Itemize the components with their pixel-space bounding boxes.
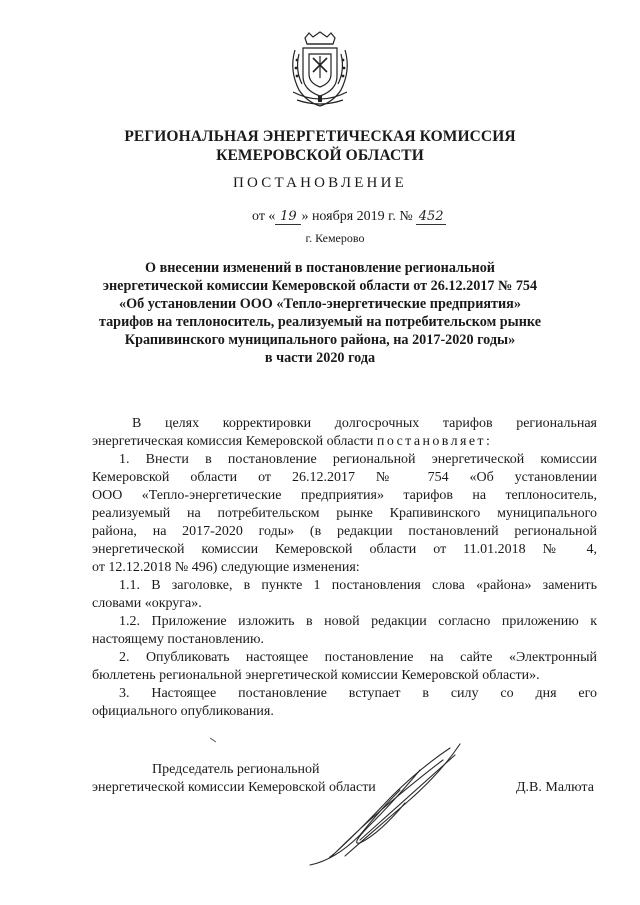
- signatory-name: Д.В. Малюта: [516, 780, 594, 795]
- document-number-handwritten: 452: [416, 209, 446, 225]
- point-3-line: 3. Настоящее постановление вступает в силу со дня его: [119, 686, 597, 701]
- signatory-position-line1: Председатель региональной: [152, 762, 320, 777]
- date-month-year: » ноября 2019 г. №: [301, 209, 413, 224]
- intro-line: [92, 434, 597, 450]
- intro-text: энергетическая комиссия Кемеровской области: [92, 434, 377, 449]
- intro-line: В целях корректировки долгосрочных тарифов региональная: [132, 416, 597, 431]
- point-2-line: 2. Опубликовать настоящее постановление на сайте «Электронный: [119, 650, 597, 665]
- handwritten-signature: [300, 740, 470, 870]
- title-line: энергетической комиссии Кемеровской области от 26.12.2017 № 754: [102, 278, 538, 294]
- point-3-line: официального опубликования.: [92, 704, 274, 719]
- title-line: О внесении изменений в постановление региональной: [145, 260, 495, 276]
- point-1-line: 1. Внести в постановление региональной энергетической комиссии: [119, 452, 597, 467]
- title-line: тарифов на теплоноситель, реализуемый на потребительском рынке: [98, 314, 542, 330]
- org-name-line2: КЕМЕРОВСКОЙ ОБЛАСТИ: [216, 147, 424, 164]
- point-2-line: бюллетень региональной энергетической комиссии Кемеровской области».: [92, 668, 540, 683]
- org-name-line1: РЕГИОНАЛЬНАЯ ЭНЕРГЕТИЧЕСКАЯ КОМИССИЯ: [124, 128, 516, 145]
- point-1-line: района, на 2017-2020 годы» (в редакции постановлений региональной: [92, 524, 597, 539]
- city: г. Кемерово: [305, 231, 365, 245]
- point-1-line: энергетической комиссии Кемеровской области от 11.01.2018 № 4,: [92, 542, 597, 557]
- title-line: Крапивинского муниципального района, на 2017-2020 годы»: [124, 332, 516, 348]
- resolves-word: постановляет:: [376, 434, 493, 449]
- date-prefix: от «: [252, 209, 276, 224]
- document-date-line: [252, 209, 446, 225]
- title-line: в части 2020 года: [264, 350, 376, 366]
- point-1-2-line: настоящему постановлению.: [92, 632, 264, 647]
- stray-mark: [210, 737, 218, 743]
- signatory-position-line2: энергетической комиссии Кемеровской области: [92, 780, 376, 795]
- point-1-line: от 12.12.2018 № 496) следующие изменения:: [92, 560, 360, 575]
- point-1-line: реализуемый на потребительском рынке Крапивинского муниципального: [92, 506, 597, 521]
- coat-of-arms-icon: [285, 30, 355, 112]
- point-1-1-line: словами «округа».: [92, 596, 202, 611]
- point-1-line: ООО «Тепло-энергетические предприятия» тарифов на теплоноситель,: [92, 488, 597, 503]
- date-day-handwritten: 19: [275, 209, 301, 225]
- point-1-line: Кемеровской области от 26.12.2017 № 754 «Об установлении: [92, 470, 597, 485]
- point-1-1-line: 1.1. В заголовке, в пункте 1 постановления слова «района» заменить: [119, 578, 597, 593]
- point-1-2-line: 1.2. Приложение изложить в новой редакции согласно приложению к: [119, 614, 597, 629]
- document-type: ПОСТАНОВЛЕНИЕ: [233, 175, 407, 191]
- title-line: «Об установлении ООО «Тепло-энергетические предприятия»: [119, 296, 521, 312]
